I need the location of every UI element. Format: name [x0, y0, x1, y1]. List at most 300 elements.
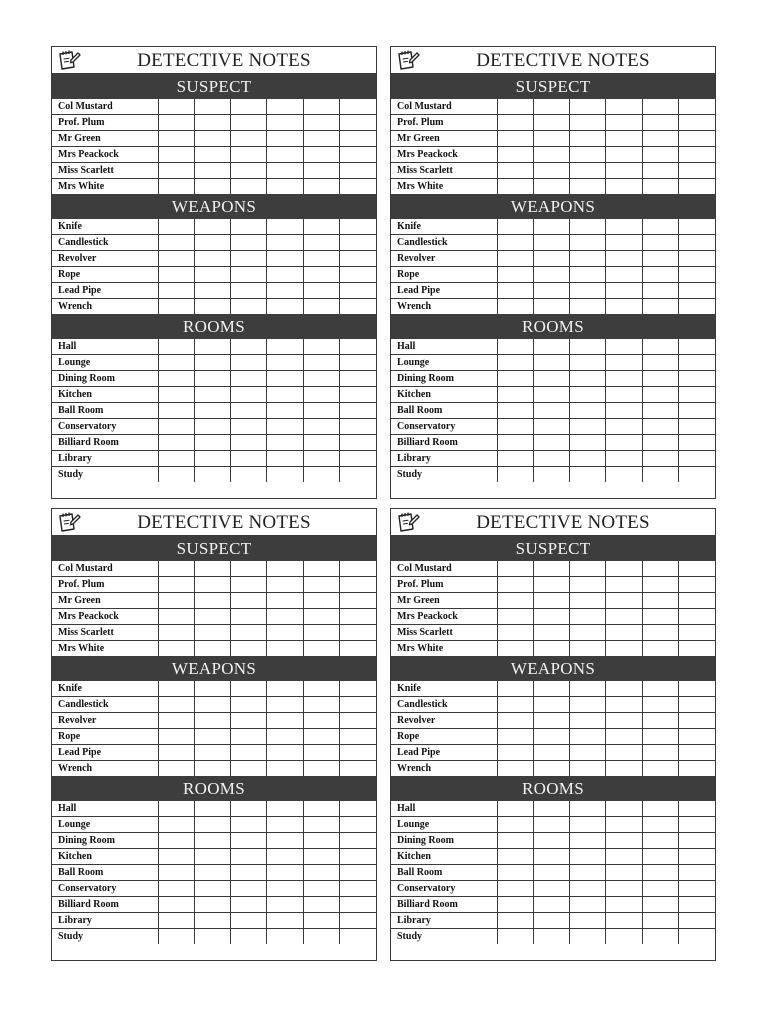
check-box[interactable]	[570, 355, 606, 371]
check-box[interactable]	[679, 865, 715, 881]
check-box[interactable]	[570, 99, 606, 115]
check-box[interactable]	[267, 833, 303, 849]
check-box[interactable]	[606, 419, 642, 435]
check-box[interactable]	[158, 697, 194, 713]
check-box[interactable]	[570, 403, 606, 419]
check-box[interactable]	[533, 339, 569, 355]
check-box[interactable]	[340, 467, 376, 483]
check-box[interactable]	[679, 625, 715, 641]
check-box[interactable]	[533, 897, 569, 913]
check-box[interactable]	[606, 681, 642, 697]
check-box[interactable]	[570, 817, 606, 833]
check-box[interactable]	[606, 403, 642, 419]
check-box[interactable]	[570, 713, 606, 729]
check-box[interactable]	[303, 609, 339, 625]
check-box[interactable]	[642, 609, 678, 625]
check-box[interactable]	[570, 561, 606, 577]
check-box[interactable]	[158, 681, 194, 697]
check-box[interactable]	[642, 403, 678, 419]
check-box[interactable]	[679, 115, 715, 131]
check-box[interactable]	[533, 625, 569, 641]
check-box[interactable]	[497, 467, 533, 483]
check-box[interactable]	[606, 713, 642, 729]
check-box[interactable]	[497, 593, 533, 609]
check-box[interactable]	[231, 641, 267, 657]
check-box[interactable]	[642, 179, 678, 195]
check-box[interactable]	[231, 403, 267, 419]
check-box[interactable]	[267, 235, 303, 251]
check-box[interactable]	[340, 179, 376, 195]
check-box[interactable]	[679, 451, 715, 467]
check-box[interactable]	[303, 299, 339, 315]
check-box[interactable]	[194, 577, 230, 593]
check-box[interactable]	[267, 219, 303, 235]
check-box[interactable]	[340, 435, 376, 451]
check-box[interactable]	[497, 865, 533, 881]
check-box[interactable]	[340, 251, 376, 267]
check-box[interactable]	[642, 131, 678, 147]
check-box[interactable]	[231, 761, 267, 777]
check-box[interactable]	[606, 593, 642, 609]
check-box[interactable]	[570, 283, 606, 299]
check-box[interactable]	[533, 267, 569, 283]
check-box[interactable]	[194, 913, 230, 929]
check-box[interactable]	[533, 641, 569, 657]
check-box[interactable]	[194, 593, 230, 609]
check-box[interactable]	[340, 713, 376, 729]
check-box[interactable]	[303, 833, 339, 849]
check-box[interactable]	[267, 299, 303, 315]
check-box[interactable]	[642, 801, 678, 817]
check-box[interactable]	[303, 881, 339, 897]
check-box[interactable]	[267, 681, 303, 697]
check-box[interactable]	[340, 801, 376, 817]
check-box[interactable]	[642, 745, 678, 761]
check-box[interactable]	[231, 387, 267, 403]
check-box[interactable]	[533, 801, 569, 817]
check-box[interactable]	[606, 865, 642, 881]
check-box[interactable]	[606, 697, 642, 713]
check-box[interactable]	[303, 147, 339, 163]
check-box[interactable]	[679, 817, 715, 833]
check-box[interactable]	[570, 451, 606, 467]
check-box[interactable]	[158, 115, 194, 131]
check-box[interactable]	[231, 929, 267, 945]
check-box[interactable]	[340, 625, 376, 641]
check-box[interactable]	[340, 761, 376, 777]
check-box[interactable]	[267, 163, 303, 179]
check-box[interactable]	[303, 219, 339, 235]
check-box[interactable]	[303, 801, 339, 817]
check-box[interactable]	[570, 219, 606, 235]
check-box[interactable]	[570, 251, 606, 267]
check-box[interactable]	[497, 929, 533, 945]
check-box[interactable]	[303, 913, 339, 929]
check-box[interactable]	[533, 865, 569, 881]
check-box[interactable]	[340, 235, 376, 251]
check-box[interactable]	[194, 817, 230, 833]
check-box[interactable]	[642, 451, 678, 467]
check-box[interactable]	[231, 163, 267, 179]
check-box[interactable]	[642, 99, 678, 115]
check-box[interactable]	[158, 897, 194, 913]
check-box[interactable]	[570, 681, 606, 697]
check-box[interactable]	[340, 881, 376, 897]
check-box[interactable]	[267, 435, 303, 451]
check-box[interactable]	[267, 897, 303, 913]
check-box[interactable]	[231, 235, 267, 251]
check-box[interactable]	[679, 251, 715, 267]
check-box[interactable]	[533, 681, 569, 697]
check-box[interactable]	[606, 625, 642, 641]
check-box[interactable]	[231, 729, 267, 745]
check-box[interactable]	[267, 577, 303, 593]
check-box[interactable]	[158, 625, 194, 641]
check-box[interactable]	[194, 467, 230, 483]
check-box[interactable]	[497, 339, 533, 355]
check-box[interactable]	[231, 299, 267, 315]
check-box[interactable]	[679, 147, 715, 163]
check-box[interactable]	[340, 929, 376, 945]
check-box[interactable]	[497, 403, 533, 419]
check-box[interactable]	[606, 577, 642, 593]
check-box[interactable]	[340, 339, 376, 355]
check-box[interactable]	[606, 115, 642, 131]
check-box[interactable]	[533, 467, 569, 483]
check-box[interactable]	[158, 387, 194, 403]
check-box[interactable]	[267, 713, 303, 729]
check-box[interactable]	[497, 299, 533, 315]
check-box[interactable]	[267, 451, 303, 467]
check-box[interactable]	[533, 299, 569, 315]
check-box[interactable]	[267, 881, 303, 897]
check-box[interactable]	[194, 833, 230, 849]
check-box[interactable]	[231, 817, 267, 833]
check-box[interactable]	[303, 163, 339, 179]
check-box[interactable]	[533, 609, 569, 625]
check-box[interactable]	[533, 355, 569, 371]
check-box[interactable]	[267, 561, 303, 577]
check-box[interactable]	[194, 561, 230, 577]
check-box[interactable]	[267, 147, 303, 163]
check-box[interactable]	[194, 387, 230, 403]
check-box[interactable]	[340, 745, 376, 761]
check-box[interactable]	[497, 817, 533, 833]
check-box[interactable]	[533, 593, 569, 609]
check-box[interactable]	[606, 435, 642, 451]
check-box[interactable]	[231, 467, 267, 483]
check-box[interactable]	[158, 865, 194, 881]
check-box[interactable]	[642, 235, 678, 251]
check-box[interactable]	[570, 593, 606, 609]
check-box[interactable]	[606, 561, 642, 577]
check-box[interactable]	[606, 163, 642, 179]
check-box[interactable]	[194, 355, 230, 371]
check-box[interactable]	[267, 593, 303, 609]
check-box[interactable]	[303, 115, 339, 131]
check-box[interactable]	[533, 745, 569, 761]
check-box[interactable]	[533, 115, 569, 131]
check-box[interactable]	[303, 625, 339, 641]
check-box[interactable]	[158, 219, 194, 235]
check-box[interactable]	[642, 577, 678, 593]
check-box[interactable]	[642, 267, 678, 283]
check-box[interactable]	[231, 577, 267, 593]
check-box[interactable]	[570, 801, 606, 817]
check-box[interactable]	[679, 387, 715, 403]
check-box[interactable]	[158, 641, 194, 657]
check-box[interactable]	[533, 99, 569, 115]
check-box[interactable]	[533, 761, 569, 777]
check-box[interactable]	[679, 179, 715, 195]
check-box[interactable]	[606, 609, 642, 625]
check-box[interactable]	[679, 697, 715, 713]
check-box[interactable]	[642, 219, 678, 235]
check-box[interactable]	[303, 403, 339, 419]
check-box[interactable]	[533, 729, 569, 745]
check-box[interactable]	[340, 99, 376, 115]
check-box[interactable]	[303, 435, 339, 451]
check-box[interactable]	[497, 115, 533, 131]
check-box[interactable]	[642, 339, 678, 355]
check-box[interactable]	[194, 745, 230, 761]
check-box[interactable]	[303, 267, 339, 283]
check-box[interactable]	[340, 849, 376, 865]
check-box[interactable]	[194, 235, 230, 251]
check-box[interactable]	[303, 681, 339, 697]
check-box[interactable]	[679, 283, 715, 299]
check-box[interactable]	[231, 115, 267, 131]
check-box[interactable]	[570, 745, 606, 761]
check-box[interactable]	[267, 729, 303, 745]
check-box[interactable]	[679, 131, 715, 147]
check-box[interactable]	[340, 419, 376, 435]
check-box[interactable]	[606, 929, 642, 945]
check-box[interactable]	[158, 745, 194, 761]
check-box[interactable]	[158, 609, 194, 625]
check-box[interactable]	[642, 729, 678, 745]
check-box[interactable]	[570, 371, 606, 387]
check-box[interactable]	[340, 131, 376, 147]
check-box[interactable]	[194, 609, 230, 625]
check-box[interactable]	[606, 451, 642, 467]
check-box[interactable]	[606, 219, 642, 235]
check-box[interactable]	[679, 339, 715, 355]
check-box[interactable]	[158, 801, 194, 817]
check-box[interactable]	[340, 913, 376, 929]
check-box[interactable]	[570, 833, 606, 849]
check-box[interactable]	[158, 179, 194, 195]
check-box[interactable]	[158, 729, 194, 745]
check-box[interactable]	[606, 897, 642, 913]
check-box[interactable]	[642, 761, 678, 777]
check-box[interactable]	[497, 641, 533, 657]
check-box[interactable]	[606, 179, 642, 195]
check-box[interactable]	[158, 403, 194, 419]
check-box[interactable]	[642, 713, 678, 729]
check-box[interactable]	[497, 577, 533, 593]
check-box[interactable]	[642, 849, 678, 865]
check-box[interactable]	[231, 219, 267, 235]
check-box[interactable]	[267, 355, 303, 371]
check-box[interactable]	[158, 593, 194, 609]
check-box[interactable]	[303, 419, 339, 435]
check-box[interactable]	[570, 267, 606, 283]
check-box[interactable]	[642, 881, 678, 897]
check-box[interactable]	[194, 283, 230, 299]
check-box[interactable]	[642, 355, 678, 371]
check-box[interactable]	[606, 641, 642, 657]
check-box[interactable]	[231, 713, 267, 729]
check-box[interactable]	[231, 99, 267, 115]
check-box[interactable]	[533, 283, 569, 299]
check-box[interactable]	[642, 913, 678, 929]
check-box[interactable]	[533, 179, 569, 195]
check-box[interactable]	[606, 801, 642, 817]
check-box[interactable]	[303, 593, 339, 609]
check-box[interactable]	[533, 577, 569, 593]
check-box[interactable]	[231, 267, 267, 283]
check-box[interactable]	[231, 131, 267, 147]
check-box[interactable]	[194, 219, 230, 235]
check-box[interactable]	[267, 745, 303, 761]
check-box[interactable]	[340, 163, 376, 179]
check-box[interactable]	[606, 849, 642, 865]
check-box[interactable]	[194, 681, 230, 697]
check-box[interactable]	[340, 697, 376, 713]
check-box[interactable]	[533, 817, 569, 833]
check-box[interactable]	[267, 817, 303, 833]
check-box[interactable]	[642, 467, 678, 483]
check-box[interactable]	[606, 299, 642, 315]
check-box[interactable]	[303, 387, 339, 403]
check-box[interactable]	[158, 929, 194, 945]
check-box[interactable]	[679, 419, 715, 435]
check-box[interactable]	[570, 865, 606, 881]
check-box[interactable]	[606, 761, 642, 777]
check-box[interactable]	[642, 625, 678, 641]
check-box[interactable]	[231, 881, 267, 897]
check-box[interactable]	[679, 235, 715, 251]
check-box[interactable]	[340, 577, 376, 593]
check-box[interactable]	[194, 625, 230, 641]
check-box[interactable]	[194, 801, 230, 817]
check-box[interactable]	[679, 435, 715, 451]
check-box[interactable]	[231, 865, 267, 881]
check-box[interactable]	[340, 681, 376, 697]
check-box[interactable]	[679, 761, 715, 777]
check-box[interactable]	[606, 371, 642, 387]
check-box[interactable]	[570, 881, 606, 897]
check-box[interactable]	[158, 561, 194, 577]
check-box[interactable]	[497, 355, 533, 371]
check-box[interactable]	[194, 251, 230, 267]
check-box[interactable]	[340, 641, 376, 657]
check-box[interactable]	[642, 419, 678, 435]
check-box[interactable]	[303, 371, 339, 387]
check-box[interactable]	[497, 729, 533, 745]
check-box[interactable]	[340, 299, 376, 315]
check-box[interactable]	[158, 339, 194, 355]
check-box[interactable]	[267, 131, 303, 147]
check-box[interactable]	[606, 355, 642, 371]
check-box[interactable]	[642, 897, 678, 913]
check-box[interactable]	[497, 419, 533, 435]
check-box[interactable]	[194, 131, 230, 147]
check-box[interactable]	[303, 251, 339, 267]
check-box[interactable]	[231, 593, 267, 609]
check-box[interactable]	[267, 865, 303, 881]
check-box[interactable]	[570, 609, 606, 625]
check-box[interactable]	[642, 561, 678, 577]
check-box[interactable]	[231, 561, 267, 577]
check-box[interactable]	[642, 371, 678, 387]
check-box[interactable]	[303, 339, 339, 355]
check-box[interactable]	[606, 339, 642, 355]
check-box[interactable]	[303, 697, 339, 713]
check-box[interactable]	[194, 929, 230, 945]
check-box[interactable]	[303, 745, 339, 761]
check-box[interactable]	[267, 403, 303, 419]
check-box[interactable]	[267, 115, 303, 131]
check-box[interactable]	[158, 913, 194, 929]
check-box[interactable]	[679, 577, 715, 593]
check-box[interactable]	[533, 251, 569, 267]
check-box[interactable]	[497, 219, 533, 235]
check-box[interactable]	[570, 387, 606, 403]
check-box[interactable]	[158, 713, 194, 729]
check-box[interactable]	[194, 881, 230, 897]
check-box[interactable]	[158, 577, 194, 593]
check-box[interactable]	[194, 729, 230, 745]
check-box[interactable]	[303, 561, 339, 577]
check-box[interactable]	[158, 849, 194, 865]
check-box[interactable]	[606, 913, 642, 929]
check-box[interactable]	[642, 681, 678, 697]
check-box[interactable]	[194, 697, 230, 713]
check-box[interactable]	[340, 371, 376, 387]
check-box[interactable]	[606, 833, 642, 849]
check-box[interactable]	[533, 419, 569, 435]
check-box[interactable]	[231, 355, 267, 371]
check-box[interactable]	[267, 267, 303, 283]
check-box[interactable]	[497, 451, 533, 467]
check-box[interactable]	[606, 235, 642, 251]
check-box[interactable]	[497, 801, 533, 817]
check-box[interactable]	[679, 897, 715, 913]
check-box[interactable]	[267, 929, 303, 945]
check-box[interactable]	[642, 435, 678, 451]
check-box[interactable]	[570, 897, 606, 913]
check-box[interactable]	[303, 929, 339, 945]
check-box[interactable]	[497, 561, 533, 577]
check-box[interactable]	[194, 371, 230, 387]
check-box[interactable]	[267, 283, 303, 299]
check-box[interactable]	[303, 99, 339, 115]
check-box[interactable]	[497, 283, 533, 299]
check-box[interactable]	[497, 179, 533, 195]
check-box[interactable]	[679, 641, 715, 657]
check-box[interactable]	[533, 435, 569, 451]
check-box[interactable]	[340, 355, 376, 371]
check-box[interactable]	[340, 865, 376, 881]
check-box[interactable]	[497, 897, 533, 913]
check-box[interactable]	[642, 387, 678, 403]
check-box[interactable]	[533, 913, 569, 929]
check-box[interactable]	[679, 219, 715, 235]
check-box[interactable]	[267, 641, 303, 657]
check-box[interactable]	[606, 267, 642, 283]
